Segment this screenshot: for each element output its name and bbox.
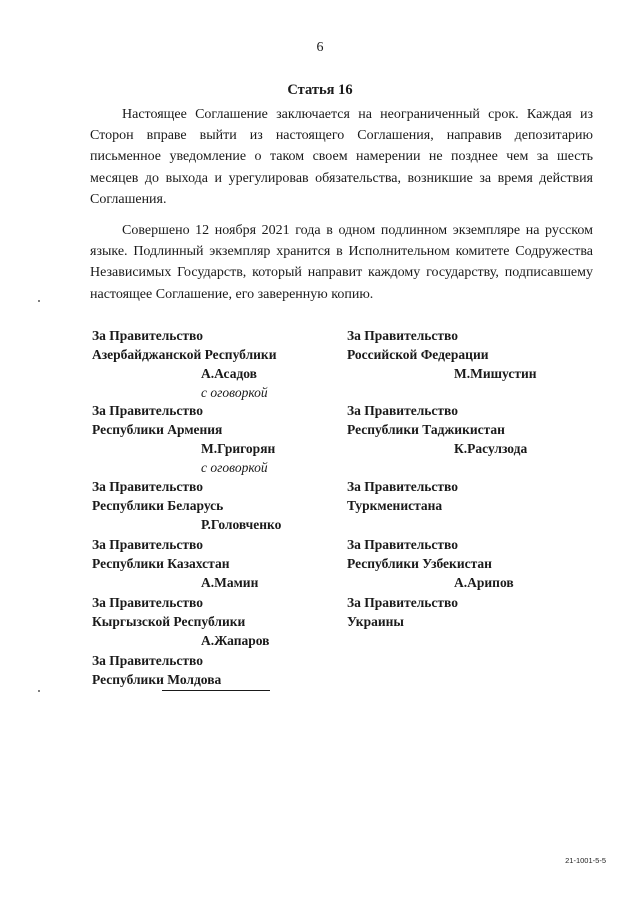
article-title: Статья 16 — [287, 82, 353, 98]
signature-block-ukraine — [347, 593, 607, 631]
article-paragraph-1: Настоящее Соглашение заключается на неограниченный срок. Каждая из Сторон вправе выйти из настоящего Соглашения, направив депозитарию письменное уведомление о таком своем намерении не позднее чем за шесть месяцев до выхода и урегулировав обязательства, возникшие за время действия Соглашения. — [90, 107, 593, 207]
signature-block-uzbekistan — [347, 535, 607, 592]
signature-reservation-note: с оговоркой — [201, 385, 268, 400]
signature-line1: За Правительство — [347, 595, 458, 610]
signature-block-azerbaijan — [92, 326, 352, 402]
signature-line2: Республики Узбекистан — [347, 556, 492, 571]
signature-block-turkmenistan — [347, 477, 607, 515]
signer-name: Р.Головченко — [201, 517, 282, 532]
signature-line2: Республики Молдова — [92, 672, 222, 687]
signature-reservation-note: с оговоркой — [201, 460, 268, 475]
signer-name: М.Григорян — [201, 441, 276, 456]
signature-line2: Республики Беларусь — [92, 498, 224, 513]
signature-line1: За Правительство — [92, 479, 203, 494]
signer-name: К.Расулзода — [454, 441, 528, 456]
signature-line1: За Правительство — [92, 537, 203, 552]
signature-block-tajikistan — [347, 401, 607, 458]
signature-line1: За Правительство — [92, 328, 203, 343]
article-paragraph-2: Совершено 12 ноября 2021 года в одном подлинном экземпляре на русском языке. Подлинный экземпляр хранится в Исполнительном комитете Содружества Независимых Государств, который направит каждому государству, подписавшему настоящее Соглашение, его заверенную копию. — [90, 223, 593, 302]
signature-block-kyrgyzstan — [92, 593, 352, 650]
blank-signature-line — [162, 690, 270, 691]
signature-line2: Республики Казахстан — [92, 556, 230, 571]
signer-name: А.Асадов — [201, 366, 257, 381]
signature-line1: За Правительство — [92, 595, 203, 610]
signature-line2: Республики Армения — [92, 422, 223, 437]
signature-line2: Азербайджанской Республики — [92, 347, 277, 362]
signature-line1: За Правительство — [347, 328, 458, 343]
signature-block-kazakhstan — [92, 535, 352, 592]
signer-name: А.Арипов — [454, 575, 514, 590]
signature-line1: За Правительство — [92, 403, 203, 418]
signature-line2: Кыргызской Республики — [92, 614, 246, 629]
scan-speck — [38, 300, 40, 302]
signer-name: М.Мишустин — [454, 366, 537, 381]
signature-block-belarus — [92, 477, 352, 534]
signature-block-russia — [347, 326, 607, 383]
signature-line2: Российской Федерации — [347, 347, 489, 362]
signer-name: А.Жапаров — [201, 633, 270, 648]
signature-line2: Республики Таджикистан — [347, 422, 505, 437]
signature-block-armenia — [92, 401, 352, 477]
document-code: 21-1001-5-5 — [565, 856, 606, 865]
signature-line1: За Правительство — [347, 537, 458, 552]
signer-name: А.Мамин — [201, 575, 259, 590]
signature-line2: Украины — [347, 614, 404, 629]
page-number: 6 — [316, 40, 324, 55]
signature-line1: За Правительство — [347, 403, 458, 418]
signature-line2: Туркменистана — [347, 498, 443, 513]
signature-block-moldova — [92, 651, 352, 689]
signature-line1: За Правительство — [347, 479, 458, 494]
scan-speck — [38, 690, 40, 692]
signature-line1: За Правительство — [92, 653, 203, 668]
